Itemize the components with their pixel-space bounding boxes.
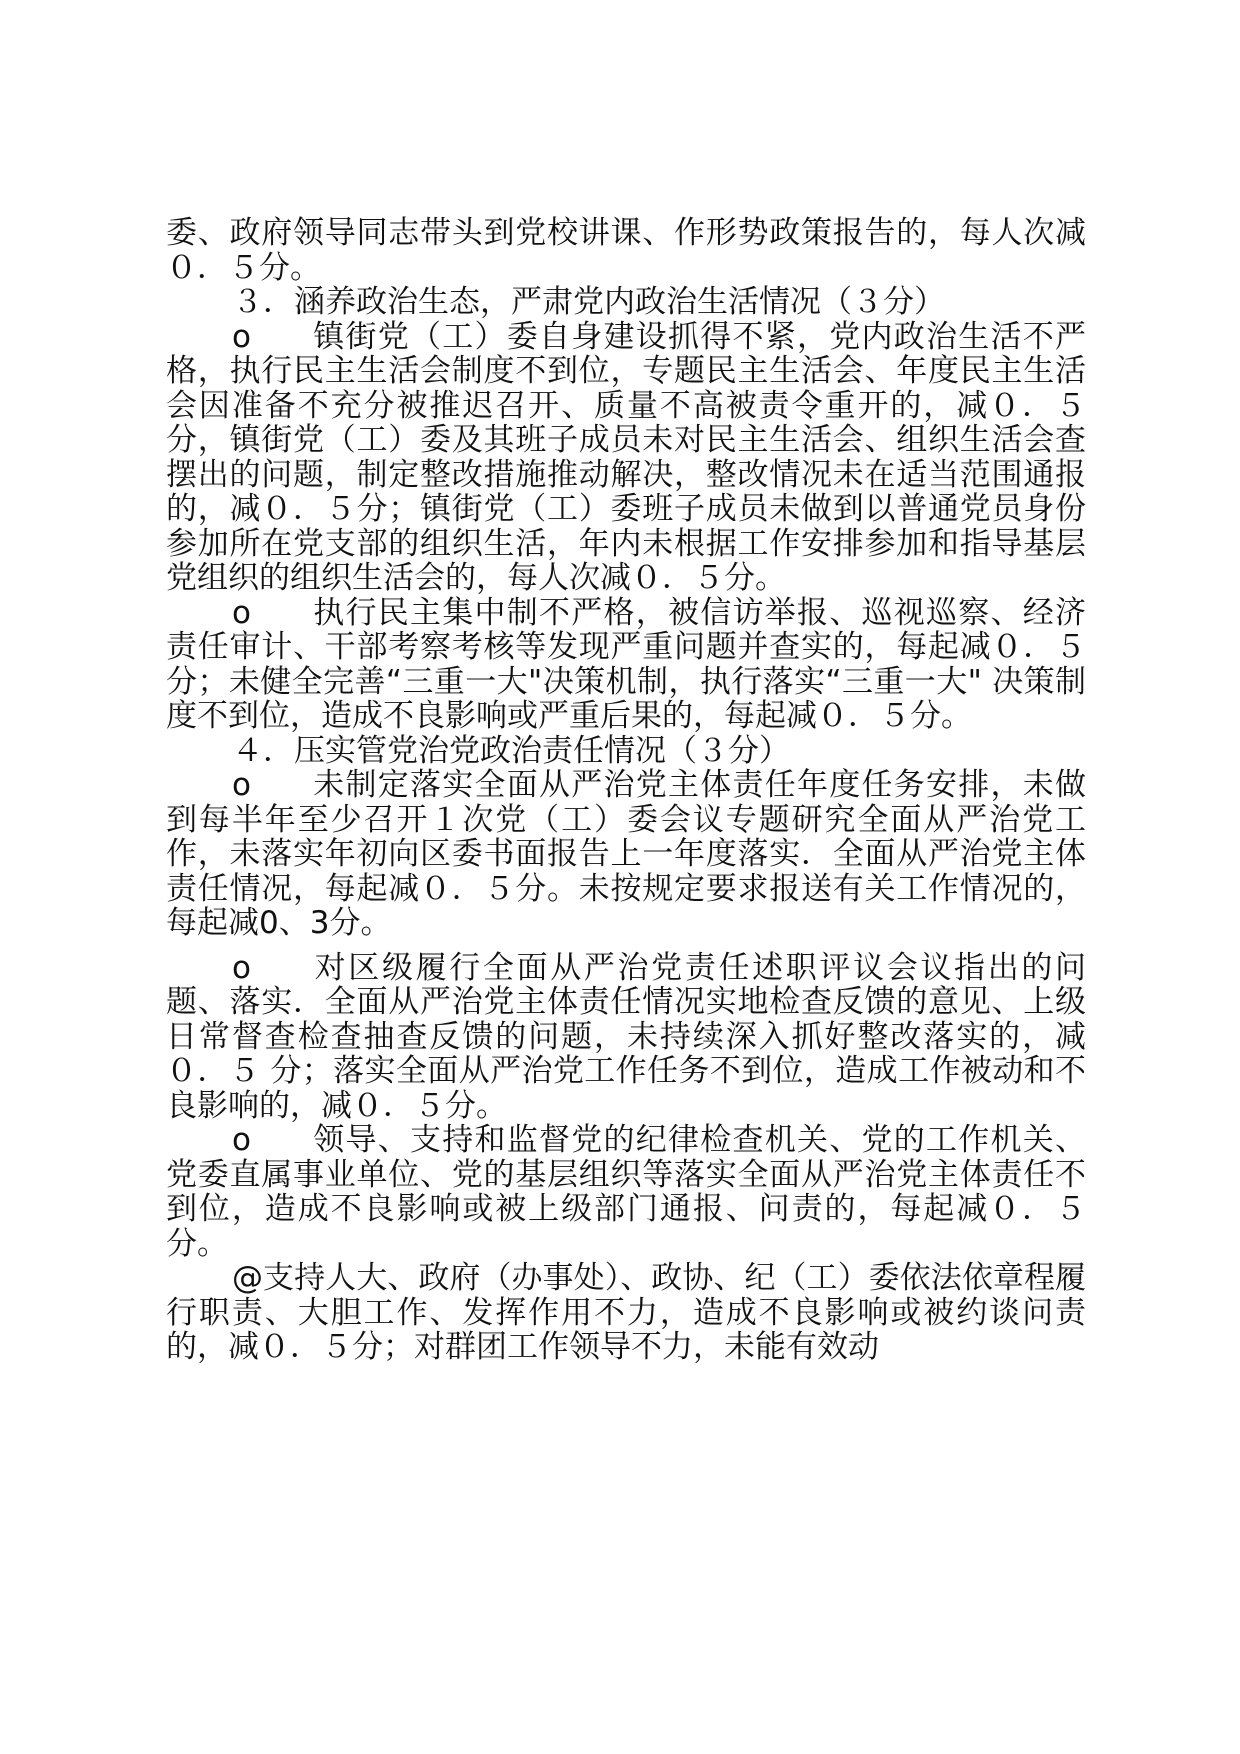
bullet-marker: o: [232, 594, 251, 631]
bullet-text: 领导、支持和监督党的纪律检查机关、党的工作机关、党委直属事业单位、党的基层组织等落实全面从严治党主体责任不到位，造成不良影响或被上级部门通报、问责的，每起减０．５分。: [166, 1122, 1086, 1262]
bullet-text: 对区级履行全面从严治党责任述职评议会议指出的问题、落实．全面从严治党主体责任情况实地检查反馈的意见、上级日常督查检查抽查反馈的问题，未持续深入抓好整改落实的，减０．５ 分；落实全面从严治党工作任务不到位，造成工作被动和不良影响的，减０．５分。: [166, 949, 1086, 1124]
bullet-marker: o: [232, 1122, 251, 1158]
paragraph-item: @支持人大、政府（办事处）、政协、纪（工）委依法依章程履行职责、大胆工作、发挥作用不力，造成不良影响或被约谈问责的，减０．５分；对群团工作领导不力，未能有效动: [166, 1260, 1086, 1365]
bullet-text: 未制定落实全面从严治党主体责任年度任务安排，未做到每半年至少召开１次党（工）委会议专题研究全面从严治党工作，未落实年初向区委书面报告上一年度落实．全面从严治党主体责任情况，每起减０．５分。未按规定要求报送有关工作情况的，每起减0、3分。: [166, 767, 1086, 941]
bullet-item: [166, 320, 1086, 596]
section-heading-4: ４．压实管党治党政治责任情况（３分）: [232, 732, 790, 769]
bullet-marker: o: [232, 318, 251, 355]
paragraph-continuation: 委、政府领导同志带头到党校讲课、作形势政策报告的，每人次减０．５分。: [166, 215, 1086, 286]
bullet-text: 镇街党（工）委自身建设抓得不紧，党内政治生活不严格，执行民主生活会制度不到位，专题民主生活会、年度民主生活会因准备不充分被推迟召开、质量不高被责令重开的，减０．５分，镇街党（工）委及其班子成员未对民主生活会、组织生活会查摆出的问题，制定整改措施推动解决，整改情况未在适当范围通报的，减０．５分；镇街党（工）委班子成员未做到以普通党员身份参加所在党支部的组织生活，年内未根据工作安排参加和指导基层党组织的组织生活会的，每人次减０．５分。: [166, 318, 1086, 596]
bullet-marker: o: [232, 767, 251, 803]
bullet-text: 执行民主集中制不严格，被信访举报、巡视巡察、经济责任审计、干部考察考核等发现严重问题并查实的，每起减０．５ 分；未健全完善“三重一大"决策机制，执行落实“三重一大" 决策制度不到位，造成不良影响或严重后果的，每起减０．５分。: [166, 594, 1086, 734]
bullet-item: [166, 1123, 1086, 1261]
bullet-item: [166, 768, 1086, 941]
section-heading-3: ３．涵养政治生态，严肃党内政治生活情况（３分）: [232, 284, 945, 320]
bullet-item: [166, 951, 1086, 1124]
bullet-item: [166, 596, 1086, 734]
bullet-marker: o: [232, 949, 251, 986]
document-body: [166, 216, 1086, 1365]
